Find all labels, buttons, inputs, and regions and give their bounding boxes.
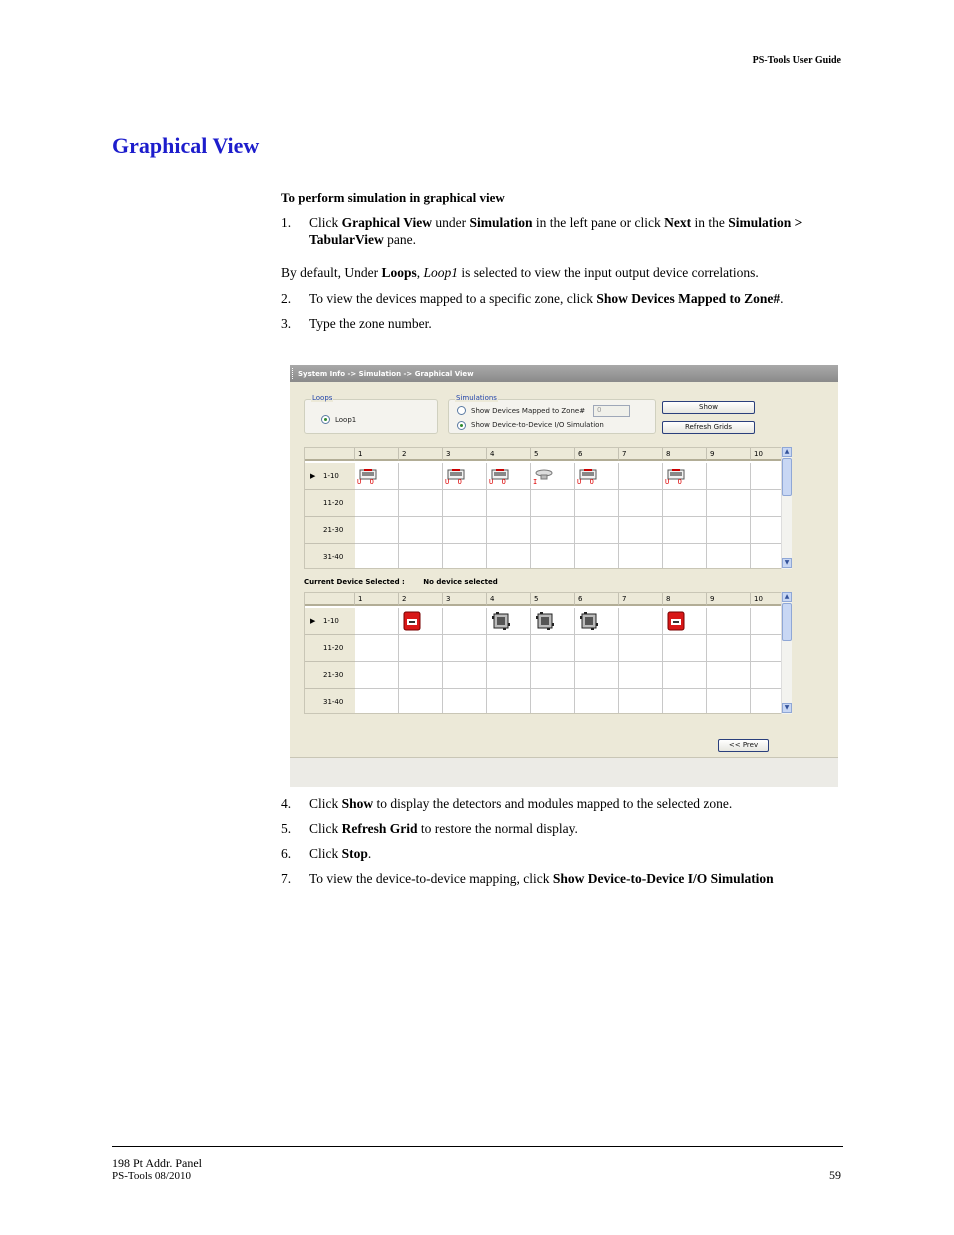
footer-doc-date: PS-Tools 08/2010 (112, 1170, 191, 1182)
column-header: 6 (575, 593, 619, 606)
grid-cell[interactable] (575, 635, 619, 662)
row-header-label: 1-10 (323, 472, 339, 480)
text-run: . (780, 291, 784, 306)
io-option-label: Show Device-to-Device I/O Simulation (471, 421, 604, 429)
text-run: . (367, 846, 372, 861)
grid-cell[interactable] (707, 517, 751, 544)
text-run: Click (309, 821, 342, 836)
grid-cell[interactable] (663, 490, 707, 517)
loops-legend: Loops (312, 394, 333, 402)
grid-cell[interactable] (531, 463, 575, 490)
grid-cell[interactable] (355, 463, 399, 490)
grid-cell[interactable] (707, 662, 751, 689)
grid-cell[interactable] (531, 544, 575, 569)
grid-cell[interactable] (531, 608, 575, 635)
column-header: 7 (619, 593, 663, 606)
device-grid-bottom (304, 592, 792, 714)
grid-cell[interactable] (707, 608, 751, 635)
grid-cell[interactable] (619, 463, 663, 490)
footer-product: 198 Pt Addr. Panel (112, 1156, 203, 1170)
grid-cell[interactable] (531, 635, 575, 662)
grid-cell[interactable] (355, 608, 399, 635)
grid-cell[interactable] (399, 689, 443, 714)
grid-cell[interactable] (443, 608, 487, 635)
grid-corner (305, 448, 355, 461)
row-header-label: 31-40 (323, 698, 344, 706)
column-header: 8 (663, 593, 707, 606)
io-indicator: U O (577, 478, 594, 486)
step-text (309, 315, 839, 332)
grid-cell[interactable] (443, 517, 487, 544)
grid-cell[interactable] (707, 635, 751, 662)
grid-cell[interactable] (355, 662, 399, 689)
grid-corner (305, 593, 355, 606)
io-indicator: U O (357, 478, 374, 486)
step-number: 4. (281, 796, 292, 811)
scroll-down-icon[interactable]: ▼ (782, 703, 792, 713)
refresh-grids-button[interactable]: Refresh Grids (662, 421, 755, 434)
grid-cell[interactable] (355, 517, 399, 544)
simulations-group (448, 394, 656, 434)
column-header: 1 (355, 448, 399, 461)
module-icon[interactable] (535, 611, 555, 635)
io-simulation-radio[interactable] (457, 421, 466, 430)
loop1-radio[interactable] (321, 415, 330, 424)
grid-cell[interactable] (619, 517, 663, 544)
current-row-icon: ▶ (310, 472, 316, 480)
bold-term: Loops (381, 265, 417, 280)
grid-cell[interactable] (487, 608, 531, 635)
bold-term: Simulation > TabularView (309, 215, 803, 247)
row-header[interactable] (305, 635, 355, 662)
row-header[interactable] (305, 662, 355, 689)
text-run: Click (309, 796, 342, 811)
grid-cell[interactable] (399, 635, 443, 662)
column-header: 8 (663, 448, 707, 461)
scroll-down-icon[interactable]: ▼ (782, 558, 792, 568)
grid-cell[interactable] (399, 662, 443, 689)
scroll-thumb[interactable] (782, 603, 792, 641)
grid-cell[interactable] (487, 635, 531, 662)
grid-cell[interactable] (399, 517, 443, 544)
text-run: , (416, 265, 424, 280)
column-header: 5 (531, 593, 575, 606)
row-header[interactable] (305, 689, 355, 714)
text-run: to display the detectors and modules mapped to the selected zone. (373, 796, 733, 811)
grid-cell[interactable] (663, 544, 707, 569)
top-grid-scrollbar[interactable] (781, 447, 792, 569)
grid-cell[interactable] (487, 689, 531, 714)
column-header: 4 (487, 448, 531, 461)
grid-cell[interactable] (355, 635, 399, 662)
text-run: in the (691, 215, 729, 230)
bold-term: Stop (341, 846, 368, 861)
default-paragraph (281, 265, 759, 281)
text-run: in the left pane or click (532, 215, 665, 230)
text-run: By default, Under (281, 265, 382, 280)
grid-cell[interactable] (619, 544, 663, 569)
zone-option-label: Show Devices Mapped to Zone# (471, 407, 586, 415)
row-header[interactable] (305, 490, 355, 517)
grid-cell[interactable] (443, 635, 487, 662)
grid-cell[interactable] (399, 490, 443, 517)
step-number: 7. (281, 871, 292, 886)
column-header: 10 (751, 448, 792, 461)
module-icon[interactable] (491, 611, 511, 635)
row-header-label: 11-20 (323, 499, 344, 507)
grid-cell[interactable] (575, 544, 619, 569)
step-number: 1. (281, 215, 292, 230)
simulations-legend: Simulations (456, 394, 497, 402)
bold-term: Show Device-to-Device I/O Simulation (552, 871, 774, 886)
bold-term: Next (664, 215, 692, 230)
row-header-label: 21-30 (323, 526, 344, 534)
grid-cell[interactable] (707, 544, 751, 569)
grid-cell[interactable] (443, 463, 487, 490)
column-header: 5 (531, 448, 575, 461)
bold-term: Refresh Grid (341, 821, 418, 836)
grid-cell[interactable] (707, 490, 751, 517)
grid-cell[interactable] (663, 635, 707, 662)
grid-cell[interactable] (355, 490, 399, 517)
device-grid-top (304, 447, 792, 569)
row-header[interactable] (305, 608, 355, 635)
bold-term: Show (341, 796, 374, 811)
io-indicator: U O (489, 478, 506, 486)
step-text (309, 845, 839, 862)
column-header: 6 (575, 448, 619, 461)
grid-cell[interactable] (531, 689, 575, 714)
grid-cell[interactable] (575, 490, 619, 517)
row-header[interactable] (305, 544, 355, 569)
step-text (309, 214, 839, 248)
detector-icon[interactable] (535, 466, 553, 485)
current-device-label: Current Device Selected : (304, 578, 405, 586)
text-run: To view the device-to-device mapping, click (309, 871, 553, 886)
fire-alarm-icon[interactable] (403, 611, 421, 635)
grid-cell[interactable] (355, 689, 399, 714)
column-header: 4 (487, 593, 531, 606)
grid-cell[interactable] (531, 662, 575, 689)
text-run: to restore the normal display. (417, 821, 578, 836)
row-header[interactable] (305, 517, 355, 544)
text-run: is selected to view the input output device correlations. (458, 265, 759, 280)
current-device-value: No device selected (423, 578, 498, 586)
step-number: 3. (281, 316, 292, 331)
grid-cell[interactable] (531, 517, 575, 544)
grid-cell[interactable] (663, 517, 707, 544)
grid-cell[interactable] (663, 662, 707, 689)
scroll-up-icon[interactable]: ▲ (782, 592, 792, 602)
bold-term: Graphical View (341, 215, 432, 230)
column-header: 1 (355, 593, 399, 606)
current-row-icon: ▶ (310, 617, 316, 625)
step-number: 5. (281, 821, 292, 836)
column-header: 2 (399, 593, 443, 606)
loop1-label: Loop1 (335, 416, 357, 424)
text-run: To view the devices mapped to a specific zone, click (309, 291, 597, 306)
grid-cell[interactable] (487, 544, 531, 569)
text-run: Click (309, 846, 342, 861)
column-header: 3 (443, 448, 487, 461)
text-run: under (432, 215, 470, 230)
grid-cell[interactable] (487, 662, 531, 689)
grid-cell[interactable] (399, 463, 443, 490)
grid-cell[interactable] (443, 490, 487, 517)
module-icon[interactable] (579, 611, 599, 635)
bottom-grid-scrollbar[interactable] (781, 592, 792, 714)
prev-button[interactable]: << Prev (718, 739, 769, 752)
row-header-label: 11-20 (323, 644, 344, 652)
row-header-label: 21-30 (323, 671, 344, 679)
io-indicator: I (533, 478, 538, 486)
io-indicator: U O (445, 478, 462, 486)
grid-cell[interactable] (707, 689, 751, 714)
loops-group (304, 394, 438, 434)
column-header: 9 (707, 448, 751, 461)
grid-cell[interactable] (663, 463, 707, 490)
page-number: 59 (829, 1168, 841, 1182)
footer-divider (112, 1146, 843, 1147)
breadcrumb: System Info -> Simulation -> Graphical View (298, 370, 474, 378)
grid-cell[interactable] (487, 490, 531, 517)
grid-cell[interactable] (575, 608, 619, 635)
grid-cell[interactable] (619, 608, 663, 635)
text-run: pane. (383, 232, 416, 247)
column-header: 3 (443, 593, 487, 606)
grid-cell[interactable] (399, 544, 443, 569)
column-header: 7 (619, 448, 663, 461)
grid-cell[interactable] (707, 463, 751, 490)
zone-number-input[interactable]: 0 (593, 405, 630, 417)
step-text (309, 870, 839, 887)
section-title: Graphical View (112, 133, 260, 158)
app-footer-area (290, 757, 838, 787)
grid-cell[interactable] (355, 544, 399, 569)
grid-cell[interactable] (487, 517, 531, 544)
italic-term: Loop1 (423, 265, 459, 280)
grid-cell[interactable] (443, 544, 487, 569)
bold-term: Show Devices Mapped to Zone# (596, 291, 781, 306)
grid-cell[interactable] (443, 689, 487, 714)
grid-cell[interactable] (575, 662, 619, 689)
current-device-selected (304, 578, 498, 586)
text-run: Type the zone number. (309, 316, 432, 331)
step-number: 2. (281, 291, 292, 306)
step-text (309, 820, 839, 837)
grip-icon (292, 368, 294, 379)
grid-cell[interactable] (619, 635, 663, 662)
grid-cell[interactable] (619, 662, 663, 689)
row-header[interactable] (305, 463, 355, 490)
grid-cell[interactable] (619, 689, 663, 714)
grid-cell[interactable] (487, 463, 531, 490)
io-indicator: U O (665, 478, 682, 486)
grid-cell[interactable] (619, 490, 663, 517)
bold-term: Simulation (469, 215, 533, 230)
grid-cell[interactable] (575, 689, 619, 714)
procedure-title: To perform simulation in graphical view (281, 190, 505, 205)
column-header: 2 (399, 448, 443, 461)
grid-cell[interactable] (663, 689, 707, 714)
graphical-view-screenshot (290, 365, 838, 787)
column-header: 9 (707, 593, 751, 606)
fire-alarm-icon[interactable] (667, 611, 685, 635)
step-number: 6. (281, 846, 292, 861)
column-header: 10 (751, 593, 792, 606)
grid-cell[interactable] (575, 517, 619, 544)
grid-cell[interactable] (663, 608, 707, 635)
header-guide-title: PS-Tools User Guide (752, 55, 841, 66)
row-header-label: 1-10 (323, 617, 339, 625)
grid-cell[interactable] (443, 662, 487, 689)
grid-cell[interactable] (575, 463, 619, 490)
grid-cell[interactable] (399, 608, 443, 635)
zone-radio[interactable] (457, 406, 466, 415)
row-header-label: 31-40 (323, 553, 344, 561)
step-text (309, 795, 839, 812)
text-run: Click (309, 215, 342, 230)
show-button[interactable]: Show (662, 401, 755, 414)
scroll-thumb[interactable] (782, 458, 792, 496)
scroll-up-icon[interactable]: ▲ (782, 447, 792, 457)
step-text (309, 290, 839, 307)
breadcrumb-bar (290, 365, 838, 382)
grid-cell[interactable] (531, 490, 575, 517)
